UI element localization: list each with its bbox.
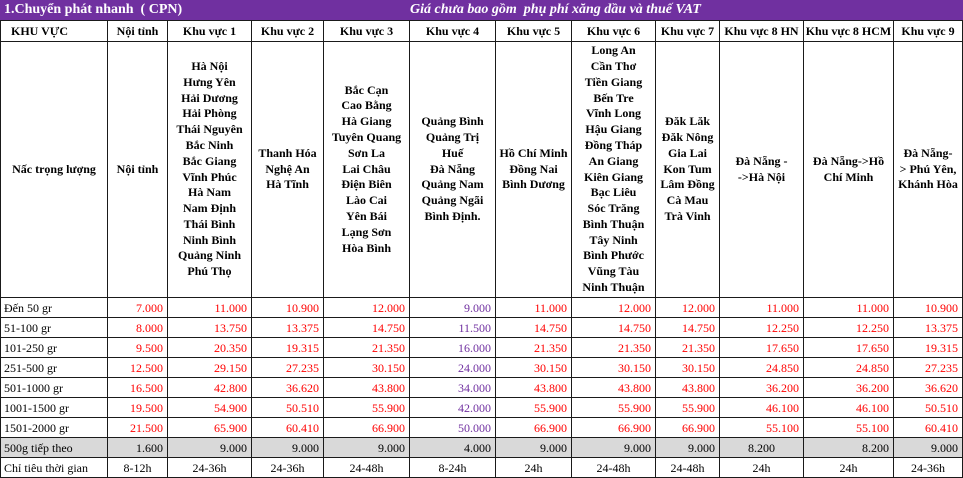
delivery-time-cell: 24-36h [894,458,963,478]
price-cell: 36.200 [804,378,894,398]
price-cell: 12.500 [108,358,168,378]
price-cell: 30.150 [656,358,720,378]
price-cell: 43.800 [324,378,410,398]
delivery-time-cell: 24-36h [168,458,252,478]
extra-500g-price: 1.600 [108,438,168,458]
price-cell: 13.750 [168,318,252,338]
price-cell: 43.800 [656,378,720,398]
price-cell: 14.750 [572,318,656,338]
delivery-time-cell: 8-24h [410,458,496,478]
province-name: Lai Châu [342,161,391,176]
delivery-time-cell: 8-12h [108,458,168,478]
weight-tier-label: 1501-2000 gr [0,418,108,438]
province-name: Bình Định. [424,208,481,223]
price-cell: 12.250 [804,318,894,338]
price-cell: 66.900 [496,418,572,438]
price-cell: 50.510 [894,398,963,418]
province-name: Ninh Bình [182,232,237,247]
province-name: Tây Ninh [589,232,638,247]
coverage-zone-8-hcm [804,42,894,298]
province-name: Kon Tum [663,161,712,176]
price-cell: 54.900 [168,398,252,418]
province-name: Hải Phòng [182,106,237,121]
province-name: Hà Tĩnh [266,177,309,192]
price-cell: 55.900 [572,398,656,418]
weight-tier-label: 1001-1500 gr [0,398,108,418]
province-name: Vĩnh Long [585,106,642,121]
price-cell: 7.000 [108,298,168,318]
province-name: Cao Bằng [341,98,392,113]
province-name: Quảng Nam [421,177,484,192]
province-name: Thái Nguyên [176,122,243,137]
weight-tier-label: 51-100 gr [0,318,108,338]
province-name: Lâm Đồng [660,177,715,192]
extra-500g-price: 9.000 [894,438,963,458]
delivery-time-cell: 24h [496,458,572,478]
province-name: Bắc Cạn [344,82,389,97]
price-cell: 21.500 [108,418,168,438]
price-cell: 14.750 [496,318,572,338]
province-name: Hà Nam [188,185,231,200]
extra-500g-label: 500g tiếp theo [0,438,108,458]
province-name: Phú Thọ [187,264,232,279]
price-cell: 21.350 [496,338,572,358]
header-zone-4: Khu vực 4 [410,20,496,42]
extra-500g-price: 9.000 [572,438,656,458]
price-cell: 9.500 [108,338,168,358]
section-banner [0,0,963,20]
province-name: Hà Nội [191,58,228,73]
header-zone-noi-tinh: Nội tỉnh [108,20,168,42]
price-cell: 42.800 [168,378,252,398]
extra-500g-price: 9.000 [324,438,410,458]
price-cell: 55.900 [656,398,720,418]
price-cell: 55.100 [720,418,804,438]
price-cell: 66.900 [324,418,410,438]
province-name: Hồ Chí Minh [499,145,568,160]
weight-tier-heading: Nấc trọng lượng [0,42,108,298]
price-cell: 30.150 [496,358,572,378]
route-text-line: > Phú Yên, [899,161,957,176]
coverage-label: Nội tỉnh [116,161,159,176]
price-cell: 43.800 [572,378,656,398]
province-name: Bến Tre [593,90,634,105]
price-cell: 42.000 [410,398,496,418]
province-name: Nghệ An [265,161,310,176]
price-cell: 8.000 [108,318,168,338]
price-cell: 36.620 [894,378,963,398]
price-cell: 36.200 [720,378,804,398]
province-name: Quảng Ninh [177,248,242,263]
coverage-zone-4 [410,42,496,298]
coverage-zone-5 [496,42,572,298]
price-cell: 10.900 [252,298,324,318]
price-cell: 55.900 [324,398,410,418]
extra-500g-price: 8.200 [804,438,894,458]
price-cell: 46.100 [804,398,894,418]
province-name: Cà Mau [666,193,709,208]
price-cell: 11.500 [410,318,496,338]
price-cell: 50.510 [252,398,324,418]
province-name: Bạc Liêu [590,185,637,200]
province-name: Đồng Tháp [584,137,643,152]
extra-500g-price: 4.000 [410,438,496,458]
price-cell: 12.250 [720,318,804,338]
province-name: Long An [591,43,636,58]
province-name: Hà Giang [341,114,392,129]
price-cell: 30.150 [324,358,410,378]
price-cell: 27.235 [252,358,324,378]
province-name: Đà Nẵng [429,161,475,176]
delivery-time-cell: 24-48h [324,458,410,478]
route-text-line: ->Hà Nội [737,169,786,184]
province-name: Sơn La [348,145,385,160]
delivery-time-cell: 24h [804,458,894,478]
coverage-zone-2 [252,42,324,298]
price-cell: 60.410 [252,418,324,438]
province-name: Hưng Yên [183,74,236,89]
price-cell: 46.100 [720,398,804,418]
province-name: Thanh Hóa [258,145,317,160]
price-note: Giá chưa bao gồm phụ phí xăng dầu và thuế VAT [410,2,701,17]
price-cell: 55.100 [804,418,894,438]
price-cell: 16.500 [108,378,168,398]
price-cell: 11.000 [496,298,572,318]
province-name: Huế [441,145,464,160]
header-area-label: KHU VỰC [0,20,108,42]
extra-500g-price: 9.000 [656,438,720,458]
province-name: Đăk Nông [661,130,714,144]
price-cell: 21.350 [656,338,720,358]
weight-tier-label: 251-500 gr [0,358,108,378]
province-name: Tuyên Quang [331,130,402,144]
province-name: Vũng Tàu [587,264,640,279]
province-name: Đăk Lăk [664,114,711,129]
extra-500g-price: 9.000 [168,438,252,458]
price-cell: 17.650 [804,338,894,358]
weight-tier-label: 501-1000 gr [0,378,108,398]
price-cell: 43.800 [496,378,572,398]
price-cell: 11.000 [720,298,804,318]
price-cell: 12.000 [656,298,720,318]
price-cell: 13.375 [894,318,963,338]
province-name: Bình Dương [502,177,565,192]
price-cell: 20.350 [168,338,252,358]
coverage-zone-1 [168,42,252,298]
province-name: Thái Bình [183,216,236,231]
delivery-time-cell: 24h [720,458,804,478]
province-name: Quảng Ngãi [421,193,484,208]
extra-500g-price: 9.000 [496,438,572,458]
coverage-zone-7 [656,42,720,298]
price-cell: 34.000 [410,378,496,398]
province-name: Bắc Ninh [185,137,234,152]
province-name: Trà Vinh [664,208,711,223]
header-zone-7: Khu vực 7 [656,20,720,42]
price-cell: 60.410 [894,418,963,438]
route-text-line: Đà Nẵng->Hồ [812,153,885,168]
price-cell: 19.315 [252,338,324,358]
province-name: Bình Thuận [582,216,645,231]
province-name: Đồng Nai [509,161,558,176]
price-cell: 29.150 [168,358,252,378]
price-cell: 9.000 [410,298,496,318]
route-text-line: Chí Minh [823,169,874,184]
delivery-time-label: Chỉ tiêu thời gian [0,458,108,478]
coverage-zone-6 [572,42,656,298]
province-name: Quảng Trị [425,130,480,144]
price-cell: 66.900 [572,418,656,438]
header-zone-8-hcm: Khu vực 8 HCM [804,20,894,42]
province-name: Bắc Giang [182,153,237,168]
extra-500g-price: 8.200 [720,438,804,458]
extra-500g-price: 9.000 [252,438,324,458]
province-name: Hậu Giang [585,122,642,137]
province-name: Điện Biên [341,177,392,192]
coverage-zone-3 [324,42,410,298]
price-cell: 27.235 [894,358,963,378]
price-cell: 19.315 [894,338,963,358]
province-name: An Giang [588,153,639,168]
price-cell: 14.750 [656,318,720,338]
province-name: Cần Thơ [590,58,637,73]
province-name: Bình Phước [583,248,644,263]
price-cell: 50.000 [410,418,496,438]
province-name: Vĩnh Phúc [182,169,237,184]
province-name: Sóc Trăng [587,201,640,216]
price-cell: 24.000 [410,358,496,378]
price-cell: 13.375 [252,318,324,338]
header-zone-8-hn: Khu vực 8 HN [720,20,804,42]
province-name: Ninh Thuận [582,280,645,295]
price-cell: 11.000 [804,298,894,318]
coverage-noi-tinh [108,42,168,298]
province-name: Quảng Bình [421,114,484,129]
price-cell: 10.900 [894,298,963,318]
coverage-zone-9 [894,42,963,298]
province-name: Nam Định [182,201,236,216]
province-name: Kiên Giang [583,169,643,184]
delivery-time-cell: 24-48h [656,458,720,478]
province-name: Gia Lai [667,145,707,160]
coverage-zone-8-hn [720,42,804,298]
price-cell: 36.620 [252,378,324,398]
province-name: Hòa Bình [341,240,392,255]
price-cell: 21.350 [572,338,656,358]
price-cell: 12.000 [324,298,410,318]
price-cell: 21.350 [324,338,410,358]
weight-tier-label: 101-250 gr [0,338,108,358]
route-text-line: Đà Nẵng- [903,145,953,160]
province-name: Lào Cai [345,193,387,208]
section-title: 1.Chuyển phát nhanh ( CPN) [4,2,183,17]
header-zone-2: Khu vực 2 [252,20,324,42]
header-zone-3: Khu vực 3 [324,20,410,42]
header-zone-6: Khu vực 6 [572,20,656,42]
price-cell: 14.750 [324,318,410,338]
price-cell: 24.850 [720,358,804,378]
price-cell: 16.000 [410,338,496,358]
route-text-line: Khánh Hòa [898,177,958,192]
header-zone-9: Khu vực 9 [894,20,963,42]
price-cell: 12.000 [572,298,656,318]
price-cell: 24.850 [804,358,894,378]
route-text-line: Đà Nẵng - [735,153,788,168]
delivery-time-cell: 24-36h [252,458,324,478]
delivery-time-cell: 24-48h [572,458,656,478]
price-cell: 65.900 [168,418,252,438]
price-cell: 19.500 [108,398,168,418]
header-zone-5: Khu vực 5 [496,20,572,42]
price-cell: 30.150 [572,358,656,378]
price-cell: 66.900 [656,418,720,438]
weight-tier-label: Đến 50 gr [0,298,108,318]
price-cell: 11.000 [168,298,252,318]
price-cell: 55.900 [496,398,572,418]
province-name: Tiền Giang [584,74,643,89]
province-name: Lạng Sơn [341,224,392,239]
price-cell: 17.650 [720,338,804,358]
province-name: Yên Bái [345,208,387,223]
header-zone-1: Khu vực 1 [168,20,252,42]
province-name: Hải Dương [181,90,238,105]
